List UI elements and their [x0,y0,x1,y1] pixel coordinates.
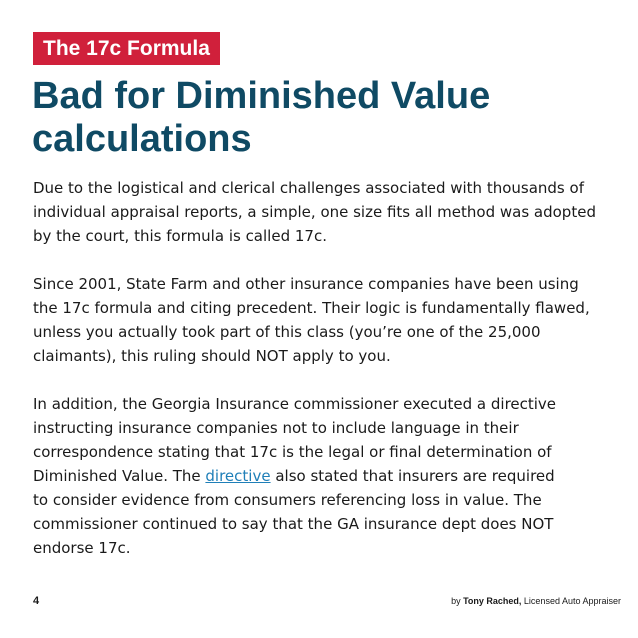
paragraph-line: by the court, this formula is called 17c. [33,227,327,245]
paragraph-line: the 17c formula and citing precedent. Their logic is fundamentally flawed, [33,299,590,317]
page-title-line-2: calculations [32,118,252,160]
section-tag: The 17c Formula [33,32,220,65]
paragraph-line: correspondence stating that 17c is the legal or final determination of [33,443,552,461]
paragraph-line: In addition, the Georgia Insurance commissioner executed a directive [33,395,557,413]
paragraph-2 [33,272,613,368]
directive-link[interactable]: directive [205,467,271,485]
author-name: Tony Rached, [463,596,522,606]
text-before-link: Diminished Value. The [33,467,206,485]
paragraph-line: commissioner continued to say that the GA insurance dept does NOT [33,515,554,533]
paragraph-line: Due to the logistical and clerical challenges associated with thousands of [33,179,584,197]
paragraph-1 [33,176,613,248]
paragraph-line: Since 2001, State Farm and other insurance companies have been using [33,275,579,293]
author-credit [451,596,621,606]
paragraph-line: to consider evidence from consumers referencing loss in value. The [33,491,542,509]
body-text [33,176,613,584]
page-number: 4 [33,595,40,607]
paragraph-line: individual appraisal reports, a simple, one size fits all method was adopted [33,203,596,221]
paragraph-line: unless you actually took part of this class (you’re one of the 25,000 [33,323,541,341]
paragraph-3 [33,392,613,560]
paragraph-line: instructing insurance companies not to include language in their [33,419,519,437]
page-title-line-1: Bad for Diminished Value [32,75,491,117]
paragraph-line: claimants), this ruling should NOT apply to you. [33,347,391,365]
paragraph-line-with-link [33,464,613,488]
text-after-link: also stated that insurers are required [270,467,555,485]
credit-prefix: by [451,596,464,606]
paragraph-line: endorse 17c. [33,539,131,557]
page-title [32,75,592,161]
credit-suffix: Licensed Auto Appraiser [521,596,621,606]
